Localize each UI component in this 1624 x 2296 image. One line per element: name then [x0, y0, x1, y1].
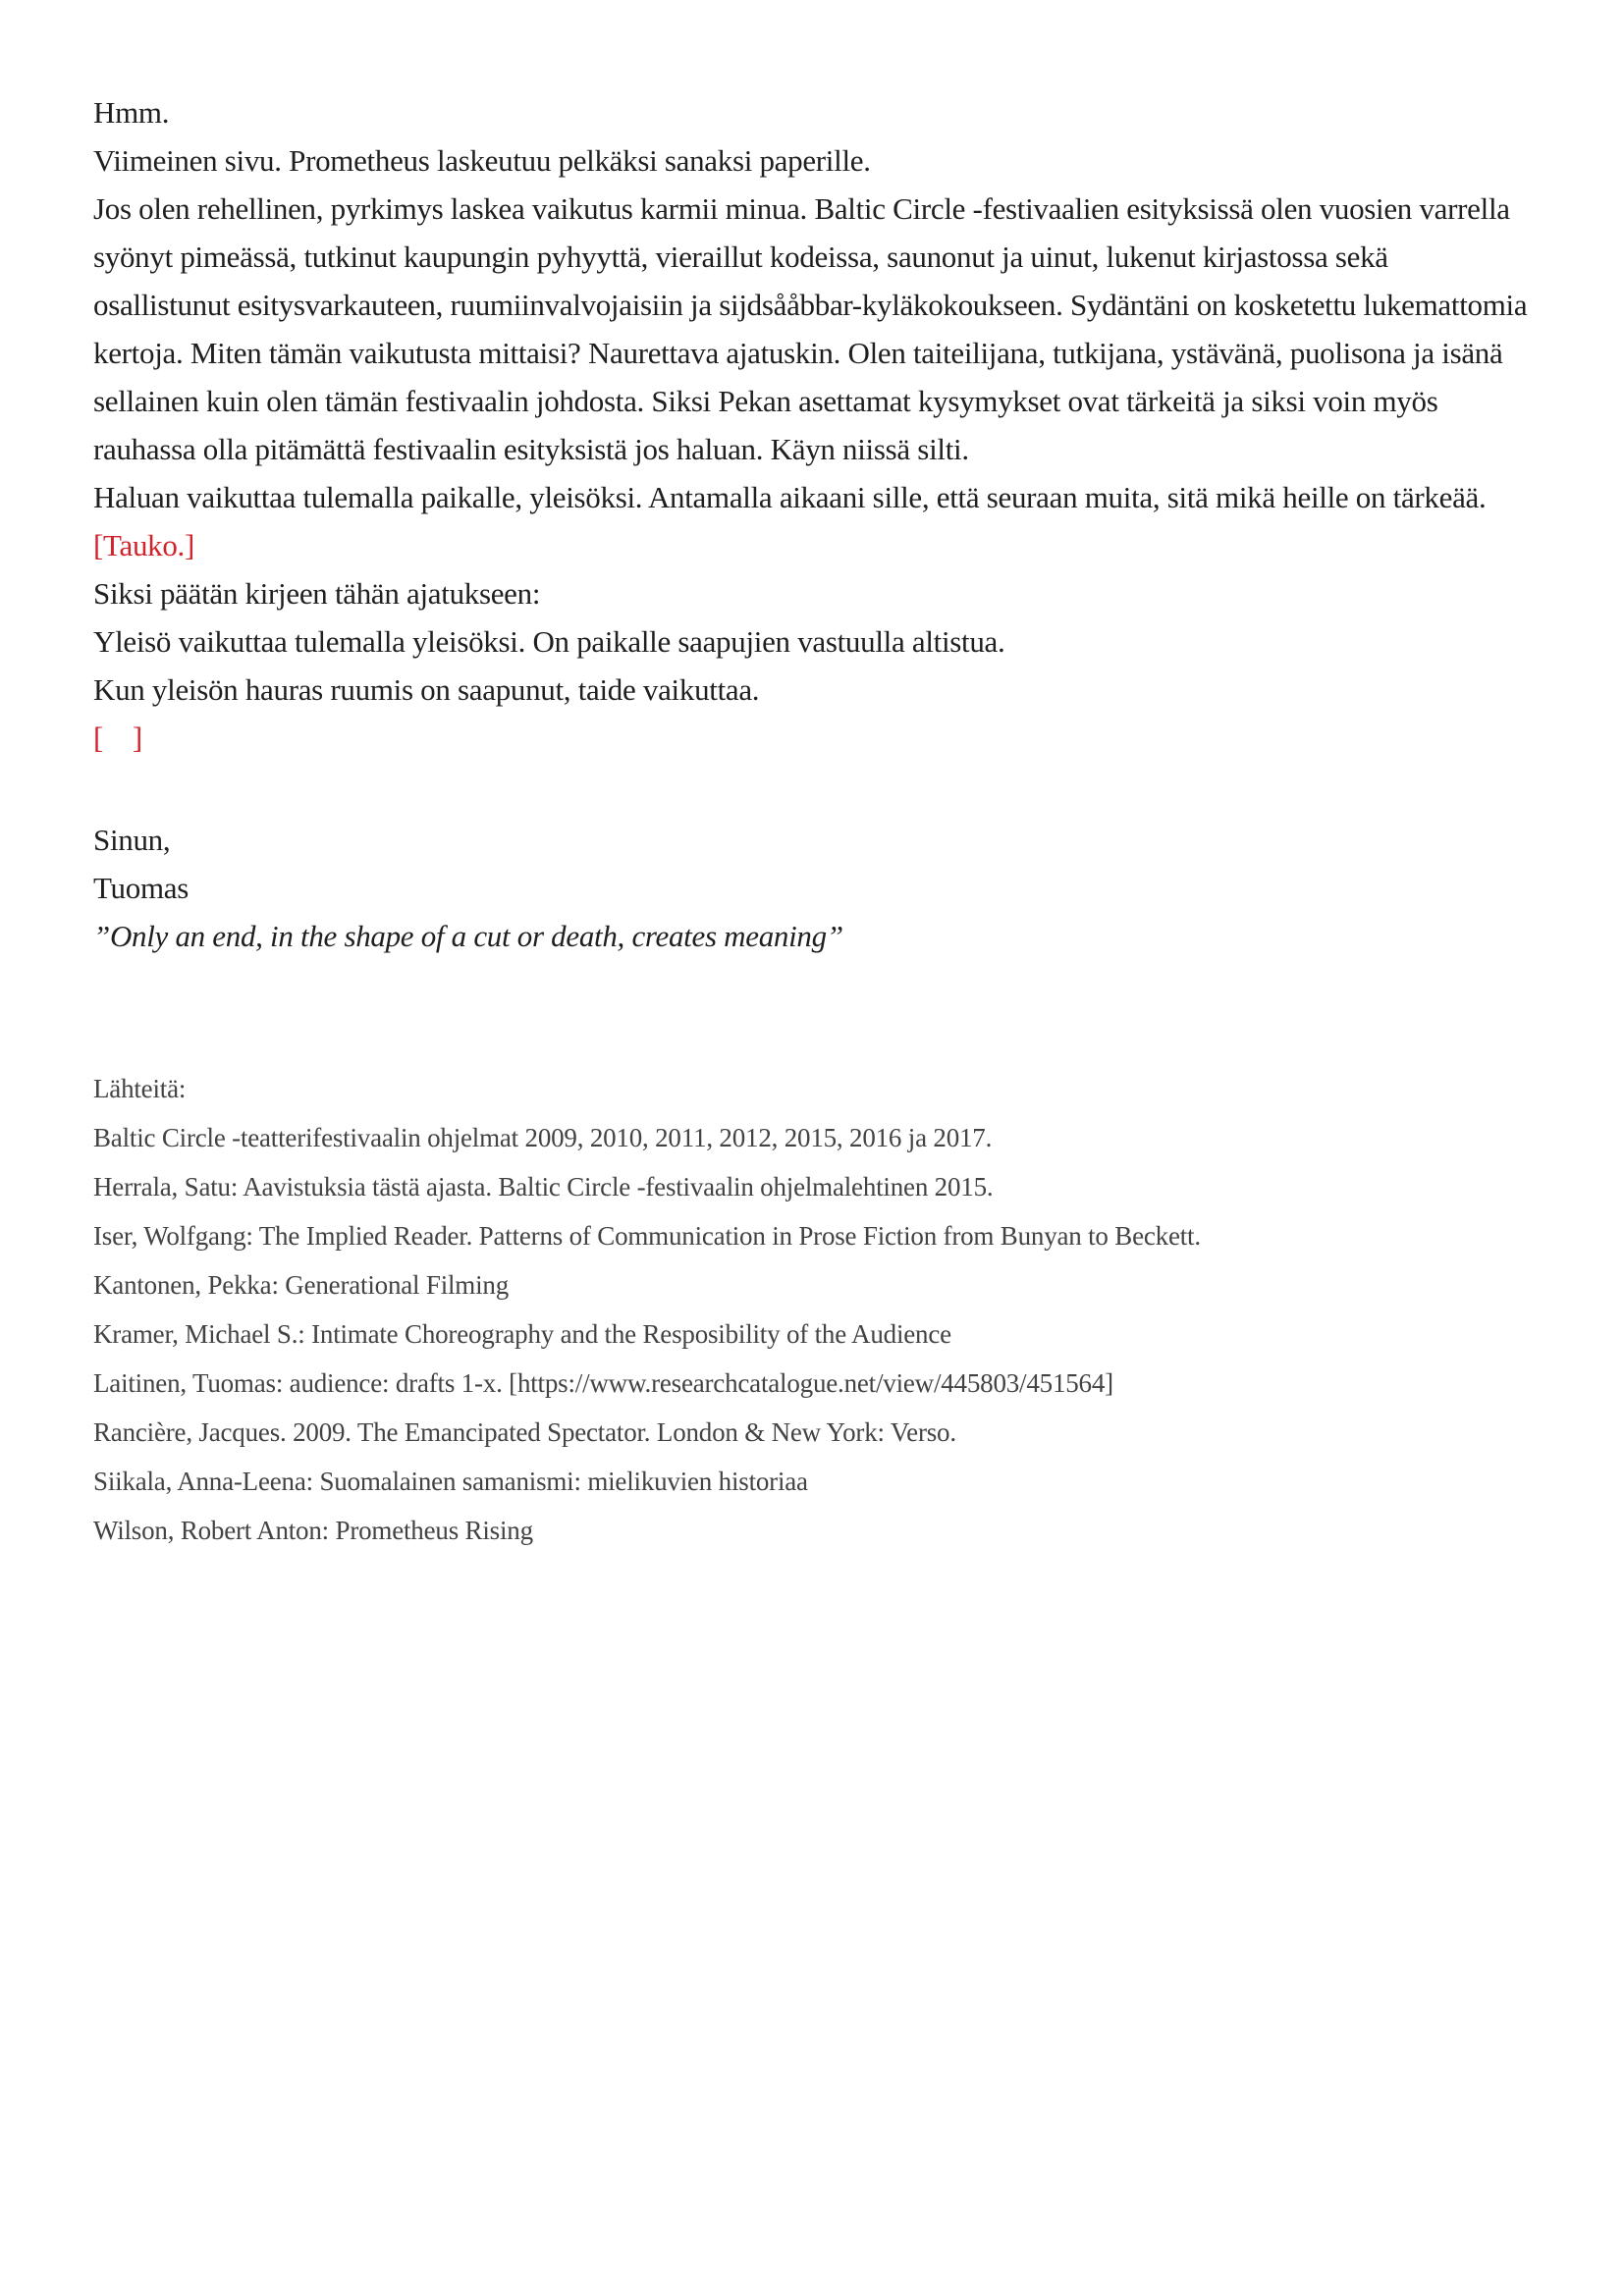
empty-bracket-marker: [ ]	[93, 721, 142, 755]
paragraph-jos-olen: Jos olen rehellinen, pyrkimys laskea vaikutus karmii minua. Baltic Circle -festivaalien esityksissä olen vuosien varrella syönyt pimeässä, tutkinut kaupungin pyhyyttä, vieraillut kodeissa, saunonut ja uinut, lukenut kirjastossa sekä osallistunut esitysvarkauteen, ruumiinvalvojaisiin ja sijdsååbbar-kyläkokoukseen. Sydäntäni on kosketettu lukemattomia kertoja. Miten tämän vaikutusta mittaisi? Naurettava ajatuskin. Olen taiteilijana, tutkijana, ystävänä, puolisona ja isänä sellainen kuin olen tämän festivaalin johdosta. Siksi Pekan asettamat kysymykset ovat tärkeitä ja siksi voin myös rauhassa olla pitämättä festivaalin esityksistä jos haluan. Käyn niissä silti.	[93, 191, 1528, 466]
reference-entry: Rancière, Jacques. 2009. The Emancipated Spectator. London & New York: Verso.	[93, 1417, 956, 1447]
reference-entry: Kantonen, Pekka: Generational Filming	[93, 1270, 510, 1300]
reference-entry: Baltic Circle -teatterifestivaalin ohjelmat 2009, 2010, 2011, 2012, 2015, 2016 ja 2017.	[93, 1123, 993, 1152]
paragraph-siksi: Siksi päätän kirjeen tähän ajatukseen:	[93, 576, 541, 611]
reference-entry: Herrala, Satu: Aavistuksia tästä ajasta. Baltic Circle -festivaalin ohjelmalehtinen 2015.	[93, 1172, 994, 1201]
paragraph-haluan: Haluan vaikuttaa tulemalla paikalle, yleisöksi. Antamalla aikaani sille, että seuraan muita, sitä mikä heille on tärkeää.	[93, 480, 1487, 514]
signature-quote: ”Only an end, in the shape of a cut or death, creates meaning”	[93, 919, 843, 953]
pause-marker: [Tauko.]	[93, 528, 195, 562]
paragraph-kun: Kun yleisön hauras ruumis on saapunut, taide vaikuttaa.	[93, 672, 760, 707]
paragraph-viimeinen: Viimeinen sivu. Prometheus laskeutuu pelkäksi sanaksi paperille.	[93, 143, 871, 178]
reference-entry: Kramer, Michael S.: Intimate Choreography and the Resposibility of the Audience	[93, 1319, 951, 1349]
signature-block	[93, 816, 1532, 960]
references-section	[93, 1064, 1532, 1555]
opening-line: Hmm.	[93, 95, 170, 130]
signature-salutation: Sinun,	[93, 823, 171, 857]
reference-entry: Wilson, Robert Anton: Prometheus Rising	[93, 1516, 533, 1545]
reference-entry: Laitinen, Tuomas: audience: drafts 1-x. [https://www.researchcatalogue.net/view/445803/451564]	[93, 1368, 1113, 1398]
signature-name: Tuomas	[93, 871, 189, 905]
reference-entry: Iser, Wolfgang: The Implied Reader. Patterns of Communication in Prose Fiction from Bunyan to Beckett.	[93, 1221, 1201, 1251]
references-heading: Lähteitä:	[93, 1074, 187, 1103]
reference-entry: Siikala, Anna-Leena: Suomalainen samanismi: mielikuvien historiaa	[93, 1467, 808, 1496]
paragraph-yleiso: Yleisö vaikuttaa tulemalla yleisöksi. On paikalle saapujien vastuulla altistua.	[93, 624, 1005, 659]
